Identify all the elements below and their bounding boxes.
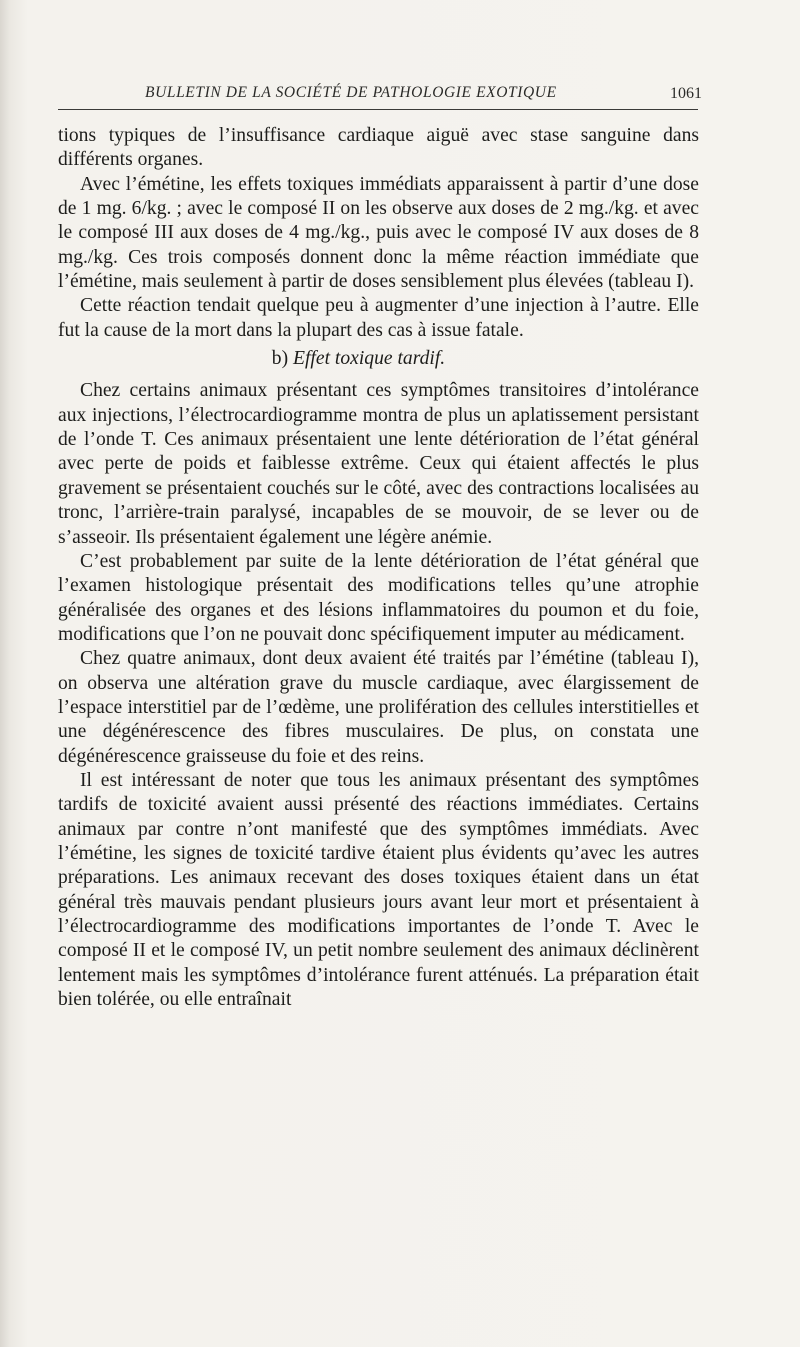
paragraph: Il est intéressant de noter que tous les animaux présentant des symptômes tardifs de toxicité avaient aussi présenté des réactions immédiates. Certains animaux par contre n’ont manifesté que des symptômes immédiats. Avec l’émétine, les signes de toxicité tardive étaient plus évidents qu’avec les autres préparations. Les animaux recevant des doses toxiques étaient dans un état général très mauvais pendant plusieurs jours avant leur mort et présentaient à l’électrocardiogramme des modifications importantes de l’onde T. Avec le composé II et le composé IV, un petit nombre seulement des animaux déclinèrent lentement mais les symptômes d’intolérance furent atténués. La préparation était bien tolérée, ou elle entraînait — [58, 769, 699, 1011]
paragraph-continued: tions typiques de l’insuffisance cardiaque aiguë avec stase sanguine dans différents organes. — [58, 125, 699, 171]
paragraph: Avec l’émétine, les effets toxiques immédiats apparaissent à partir d’une dose de 1 mg. 6/kg. ; avec le composé II on les observe aux doses de 2 mg./kg. et avec le composé III aux doses de 4 mg./kg., puis avec le composé IV aux doses de 8 mg./kg. Ces trois composés donnent donc la même réaction immédiate que l’émétine, mais seulement à partir de doses sensiblement plus élevées (tableau I). — [58, 173, 699, 293]
running-header: BULLETIN DE LA SOCIÉTÉ DE PATHOLOGIE EXOTIQUE — [145, 84, 557, 101]
paragraph: C’est probablement par suite de la lente détérioration de l’état général que l’examen histologique présentait des modifications telles qu’une atrophie généralisée des organes et des lésions inflammatoires du poumon et du foie, modifications que l’on ne pouvait donc spécifiquement imputer au médicament. — [58, 550, 699, 645]
section-title: Effet toxique tardif. — [293, 348, 446, 370]
paragraph: Chez certains animaux présentant ces symptômes transitoires d’intolérance aux injections, l’électrocardiogramme montra de plus un aplatissement persistant de l’onde T. Ces animaux présentaient une lente détérioration de l’état général avec perte de poids et faiblesse extrême. Ceux qui étaient affectés le plus gravement se présentaient couchés sur le côté, avec des contractions localisées au tronc, l’arrière-train paralysé, incapables de se mouvoir, de se lever ou de s’asseoir. Ils présentaient également une légère anémie. — [58, 380, 699, 548]
body-text — [58, 124, 699, 1012]
paragraph: Cette réaction tendait quelque peu à augmenter d’une injection à l’autre. Elle fut la cause de la mort dans la plupart des cas à issue fatale. — [58, 295, 699, 341]
paragraph: Chez quatre animaux, dont deux avaient été traités par l’émétine (tableau I), on observa une altération grave du muscle cardiaque, avec élargissement de l’espace interstitiel par de l’œdème, une prolifération des cellules interstitielles et une dégénérescence des fibres musculaires. De plus, on constata une dégénérescence graisseuse du foie et des reins. — [58, 648, 699, 767]
section-label: b) — [271, 348, 289, 370]
page-number: 1061 — [670, 85, 702, 102]
header-rule — [58, 109, 698, 110]
section-heading — [58, 347, 699, 371]
